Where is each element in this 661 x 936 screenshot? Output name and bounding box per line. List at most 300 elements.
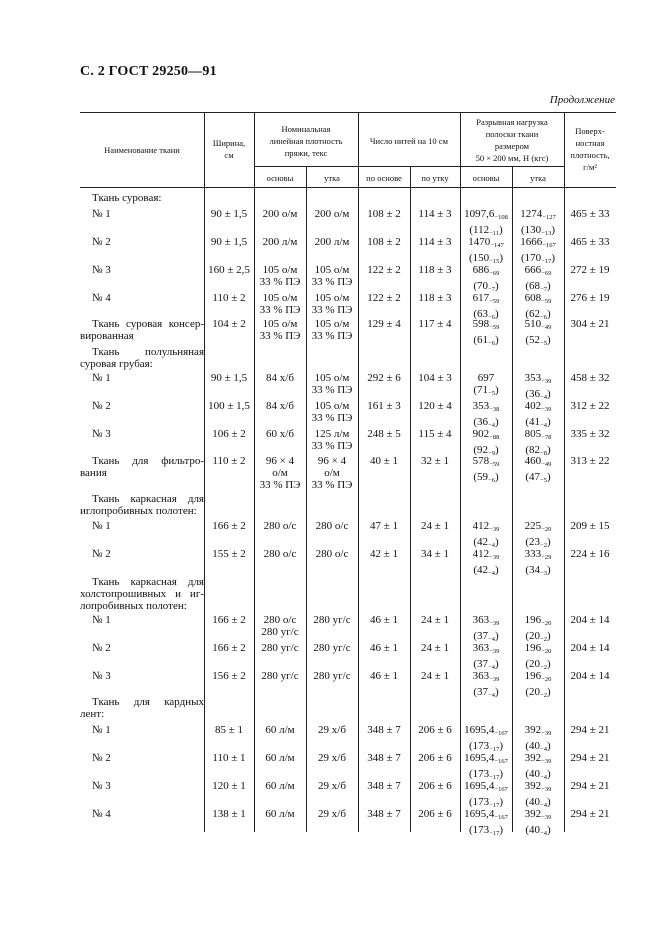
cell-density-weft	[306, 642, 358, 654]
cell-surface-density: 276 ± 19	[570, 292, 610, 304]
cell-width: 85 ± 1	[214, 724, 244, 736]
load-tolerance: −69	[541, 270, 552, 277]
load-kgf-close: )	[499, 824, 503, 836]
cell-threads-weft: 117 ± 4	[418, 318, 452, 330]
header-bottom-rule	[80, 187, 616, 188]
load-value	[460, 752, 512, 768]
load-kgf	[460, 334, 512, 350]
load-value	[512, 548, 564, 564]
cell-surface-density: 209 ± 15	[570, 520, 610, 532]
cell-density-weft	[306, 400, 358, 424]
load-kgf-close: )	[546, 388, 551, 400]
cell-width: 90 ± 1,5	[210, 236, 248, 248]
cell-density-weft	[306, 428, 358, 452]
cell-threads-weft: 206 ± 6	[418, 752, 452, 764]
load-kgf-tolerance: −4	[540, 422, 547, 429]
cell-line: 29 х/б	[318, 724, 346, 736]
cell-density-weft	[306, 548, 358, 560]
header-density	[254, 123, 358, 159]
cell-line: 33 % ПЭ	[311, 330, 353, 342]
load-main: 353	[524, 372, 542, 384]
cell-density-weft	[306, 318, 358, 342]
cell-surface-density: 458 ± 32	[570, 372, 610, 384]
load-main: 196	[524, 670, 542, 682]
load-kgf-main: (20	[525, 686, 541, 698]
cell-line: 280 уг/с	[313, 642, 351, 654]
load-kgf-tolerance: −4	[488, 636, 495, 643]
header-load	[460, 116, 564, 164]
cell-density-weft	[306, 808, 358, 820]
header-load-line: полоски ткани	[485, 129, 539, 139]
load-tolerance: −59	[541, 298, 552, 305]
load-kgf	[512, 471, 564, 487]
load-kgf-main: (37	[473, 630, 489, 642]
load-kgf-tolerance: −5	[540, 477, 547, 484]
load-kgf-tolerance: −17	[489, 802, 500, 809]
cell-line: 33 % ПЭ	[259, 479, 301, 491]
cell-surface-density: 294 ± 21	[570, 752, 610, 764]
load-main: 697	[477, 372, 495, 384]
row-name: № 3	[92, 780, 111, 792]
load-main: 460	[524, 455, 542, 467]
load-kgf-close: )	[546, 444, 551, 456]
load-value	[460, 455, 512, 471]
row-name: № 4	[92, 292, 111, 304]
header-surface-line: г/м²	[583, 162, 597, 172]
load-main: 1666	[520, 236, 543, 248]
cell-width: 155 ± 2	[212, 548, 246, 560]
load-kgf-close: )	[494, 384, 499, 396]
header-load-line: размером	[494, 141, 530, 151]
cell-density-warp	[254, 208, 306, 220]
subheader-weft: утка	[324, 173, 340, 183]
load-kgf-close: )	[494, 536, 499, 548]
subheader-by-weft: по утку	[421, 173, 449, 183]
cell-surface-density: 312 ± 22	[570, 400, 610, 412]
load-kgf-main: (40	[525, 768, 541, 780]
load-value	[460, 372, 512, 384]
load-kgf-close: )	[494, 658, 499, 670]
load-kgf-main: (59	[473, 471, 489, 483]
cell-width: 166 ± 2	[212, 642, 246, 654]
load-main: 412	[472, 548, 490, 560]
cell-width: 138 ± 1	[212, 808, 246, 820]
load-kgf-main: (70	[473, 280, 489, 292]
cell-threads-warp: 248 ± 5	[367, 428, 401, 440]
load-tolerance: −69	[489, 270, 500, 277]
load-value	[460, 614, 512, 630]
group-title-line: Ткань полульняная	[92, 346, 204, 358]
load-value	[512, 808, 564, 824]
load-value	[512, 642, 564, 658]
load-kgf-main: (37	[473, 658, 489, 670]
load-kgf-main: (173	[468, 768, 490, 780]
cell-line: 280 уг/с	[261, 642, 299, 654]
load-kgf-main: (42	[473, 564, 489, 576]
load-main: 363	[472, 642, 490, 654]
cell-density-warp	[254, 752, 306, 764]
load-kgf-main: (82	[525, 444, 541, 456]
load-kgf-close: )	[546, 280, 551, 292]
load-main: 902	[472, 428, 490, 440]
row-name: № 1	[92, 520, 111, 532]
load-kgf-tolerance: −4	[488, 570, 495, 577]
group-title-line: Ткань для фильтро-	[92, 455, 204, 467]
cell-density-weft	[306, 614, 358, 626]
cell-line: о/м	[324, 467, 340, 479]
load-value	[512, 208, 564, 224]
cell-line: 33 % ПЭ	[311, 412, 353, 424]
load-value	[460, 520, 512, 536]
header-load-line: 50 × 200 мм, Н (кгс)	[475, 153, 549, 163]
row-name: № 1	[92, 208, 111, 220]
cell-load-weft	[512, 808, 564, 840]
load-value	[512, 724, 564, 740]
cell-width: 104 ± 2	[212, 318, 246, 330]
subheader-load-weft: утка	[530, 173, 546, 183]
load-main: 598	[472, 318, 490, 330]
load-main: 1470	[468, 236, 491, 248]
load-value	[512, 264, 564, 280]
load-kgf-tolerance: −8	[540, 450, 547, 457]
load-kgf-main: (173	[468, 796, 490, 808]
cell-threads-weft: 115 ± 4	[418, 428, 452, 440]
row-name: № 3	[92, 428, 111, 440]
load-value	[512, 520, 564, 536]
header-density-line: линейная плотность	[269, 136, 343, 146]
cell-threads-warp: 46 ± 1	[369, 642, 399, 654]
load-tolerance: −147	[490, 242, 504, 249]
load-kgf-tolerance: −4	[488, 692, 495, 699]
load-kgf	[512, 564, 564, 580]
header-surface	[564, 125, 616, 173]
cell-surface-density: 224 ± 16	[570, 548, 610, 560]
load-kgf-main: (47	[525, 471, 541, 483]
group-title-line: холстопрошивных и иг-	[80, 588, 204, 600]
row-name: № 2	[92, 752, 111, 764]
header-surface-line: плотность,	[570, 150, 610, 160]
cell-line: 105 о/м	[314, 318, 350, 330]
load-main: 333	[524, 548, 542, 560]
cell-threads-warp: 348 ± 7	[367, 724, 401, 736]
cell-load-warp	[460, 455, 512, 487]
load-tolerance: −39	[541, 730, 552, 737]
cell-threads-weft: 206 ± 6	[418, 724, 452, 736]
load-value	[460, 318, 512, 334]
load-main: 353	[472, 400, 490, 412]
header-name: Наименование ткани	[104, 145, 180, 155]
load-kgf-main: (23	[525, 536, 541, 548]
cell-threads-warp: 108 ± 2	[367, 236, 401, 248]
cell-density-warp	[254, 428, 306, 440]
cell-line: 200 л/м	[314, 236, 350, 248]
table-top-rule	[80, 112, 616, 113]
load-kgf-close: )	[494, 686, 499, 698]
header-load-line: Разрывная нагрузка	[476, 117, 548, 127]
load-kgf-close: )	[494, 280, 499, 292]
cell-width: 90 ± 1,5	[210, 372, 248, 384]
load-tolerance: −59	[489, 324, 500, 331]
load-kgf-main: (130	[520, 224, 542, 236]
load-tolerance: −78	[541, 434, 552, 441]
load-kgf-tolerance: −11	[489, 230, 500, 237]
load-tolerance: −39	[489, 648, 500, 655]
row-name: № 3	[92, 264, 111, 276]
load-kgf-close: )	[551, 252, 555, 264]
load-tolerance: −167	[542, 242, 556, 249]
cell-surface-density: 313 ± 22	[570, 455, 610, 467]
load-tolerance: −39	[489, 526, 500, 533]
load-value	[512, 455, 564, 471]
load-kgf-close: )	[546, 824, 551, 836]
group-title-line: Ткань каркасная для	[92, 493, 204, 505]
load-kgf-close: )	[546, 740, 551, 752]
group-title	[80, 318, 204, 342]
load-kgf-close: )	[494, 564, 499, 576]
load-value	[460, 292, 512, 308]
cell-threads-weft: 24 ± 1	[420, 520, 450, 532]
load-main: 196	[524, 614, 542, 626]
load-kgf-main: (112	[469, 224, 490, 236]
load-kgf-tolerance: −6	[488, 314, 495, 321]
load-tolerance: −49	[541, 324, 552, 331]
cell-width: 166 ± 2	[212, 520, 246, 532]
load-kgf-main: (170	[520, 252, 542, 264]
load-kgf-close: )	[494, 334, 499, 346]
load-kgf-close: )	[546, 658, 551, 670]
load-tolerance: −39	[489, 554, 500, 561]
cell-threads-weft: 114 ± 3	[418, 236, 452, 248]
cell-density-warp	[254, 264, 306, 288]
cell-line: 280 уг/с	[261, 670, 299, 682]
load-kgf-close: )	[546, 471, 551, 483]
load-kgf-main: (41	[525, 416, 541, 428]
cell-width: 120 ± 1	[212, 780, 246, 792]
cell-threads-warp: 292 ± 6	[367, 372, 401, 384]
cell-surface-density: 304 ± 21	[570, 318, 610, 330]
group-title-line: Ткань для кардных	[92, 696, 204, 708]
cell-density-warp	[254, 642, 306, 654]
cell-density-weft	[306, 372, 358, 396]
cell-threads-warp: 46 ± 1	[369, 670, 399, 682]
cell-width: 106 ± 2	[212, 428, 246, 440]
load-tolerance: −39	[541, 406, 552, 413]
load-tolerance: −38	[489, 406, 500, 413]
load-kgf-close: )	[546, 536, 551, 548]
load-tolerance: −39	[541, 814, 552, 821]
load-kgf-tolerance: −4	[488, 542, 495, 549]
subheader-rule	[254, 166, 564, 167]
load-kgf-close: )	[499, 252, 503, 264]
header-surface-line: ностная	[575, 138, 605, 148]
load-value	[460, 808, 512, 824]
cell-line: 33 % ПЭ	[311, 440, 353, 452]
cell-threads-weft: 24 ± 1	[420, 614, 450, 626]
load-kgf-main: (36	[473, 416, 489, 428]
cell-surface-density: 272 ± 19	[570, 264, 610, 276]
cell-density-weft	[306, 208, 358, 220]
load-kgf-close: )	[546, 796, 551, 808]
row-name: № 2	[92, 236, 111, 248]
load-value	[512, 752, 564, 768]
cell-threads-warp: 108 ± 2	[367, 208, 401, 220]
cell-density-weft	[306, 292, 358, 316]
cell-line: 200 о/м	[262, 208, 298, 220]
cell-density-weft	[306, 752, 358, 764]
load-value	[512, 780, 564, 796]
cell-width: 110 ± 1	[212, 752, 246, 764]
cell-threads-weft: 120 ± 4	[418, 400, 452, 412]
load-main: 392	[524, 724, 542, 736]
load-kgf-tolerance: −4	[540, 746, 547, 753]
group-title-line: лопробивных полотен:	[80, 600, 187, 612]
cell-density-warp	[254, 780, 306, 792]
group-title	[80, 576, 204, 612]
cell-line: 29 х/б	[318, 752, 346, 764]
row-name: № 3	[92, 670, 111, 682]
cell-threads-warp: 47 ± 1	[369, 520, 399, 532]
load-kgf-main: (20	[525, 658, 541, 670]
cell-line: 33 % ПЭ	[311, 384, 353, 396]
cell-threads-warp: 40 ± 1	[369, 455, 399, 467]
load-kgf	[460, 564, 512, 580]
cell-width: 166 ± 2	[212, 614, 246, 626]
load-tolerance: −39	[489, 620, 500, 627]
load-kgf-main: (40	[525, 824, 541, 836]
cell-width: 156 ± 2	[212, 670, 246, 682]
load-value	[460, 428, 512, 444]
cell-surface-density: 294 ± 21	[570, 808, 610, 820]
cell-density-warp	[254, 670, 306, 682]
load-kgf-tolerance: −2	[540, 664, 547, 671]
load-tolerance: −127	[542, 214, 556, 221]
load-kgf-tolerance: −4	[540, 394, 547, 401]
cell-load-warp	[460, 548, 512, 580]
cell-line: 60 л/м	[265, 752, 295, 764]
load-kgf-tolerance: −6	[540, 314, 547, 321]
load-value	[512, 318, 564, 334]
load-kgf-main: (20	[525, 630, 541, 642]
header-width-line: Ширина,	[212, 138, 246, 148]
load-value	[460, 400, 512, 416]
cell-line: 84 х/б	[266, 400, 294, 412]
cell-threads-weft: 206 ± 6	[418, 808, 452, 820]
load-main: 1695,4	[464, 752, 495, 764]
load-tolerance: −20	[541, 648, 552, 655]
row-name: № 1	[92, 724, 111, 736]
group-title-line: иглопробивных полотен:	[80, 505, 197, 517]
cell-load-weft	[512, 670, 564, 702]
cell-threads-warp: 348 ± 7	[367, 780, 401, 792]
subheader-by-warp: по основе	[366, 173, 402, 183]
cell-line: 105 о/м	[262, 318, 298, 330]
cell-surface-density: 465 ± 33	[570, 236, 610, 248]
load-tolerance: −29	[541, 554, 552, 561]
cell-threads-warp: 42 ± 1	[369, 548, 399, 560]
load-value	[512, 428, 564, 444]
load-kgf-tolerance: −5	[488, 390, 495, 397]
load-kgf-main: (92	[473, 444, 489, 456]
row-name: № 2	[92, 642, 111, 654]
cell-line: 280 о/с	[263, 548, 297, 560]
cell-line: 105 о/м	[314, 292, 350, 304]
cell-density-warp	[254, 548, 306, 560]
load-kgf-close: )	[499, 224, 503, 236]
cell-line: 60 л/м	[265, 808, 295, 820]
cell-threads-weft: 34 ± 1	[420, 548, 450, 560]
load-tolerance: −39	[541, 758, 552, 765]
cell-load-weft	[512, 318, 564, 350]
load-kgf-tolerance: −13	[541, 230, 552, 237]
load-main: 196	[524, 642, 542, 654]
load-tolerance: −108	[494, 214, 508, 221]
cell-threads-warp: 129 ± 4	[367, 318, 401, 330]
cell-line: 33 % ПЭ	[311, 304, 353, 316]
load-kgf-tolerance: −2	[540, 542, 547, 549]
cell-surface-density: 294 ± 21	[570, 724, 610, 736]
load-tolerance: −167	[494, 786, 508, 793]
header-width	[204, 137, 254, 161]
cell-line: 60 х/б	[266, 428, 294, 440]
load-kgf-main: (34	[525, 564, 541, 576]
load-kgf-close: )	[499, 768, 503, 780]
group-title-line: лент:	[80, 708, 105, 720]
load-main: 608	[524, 292, 542, 304]
load-main: 1695,4	[464, 724, 495, 736]
load-kgf-tolerance: −9	[488, 450, 495, 457]
load-kgf-close: )	[546, 416, 551, 428]
cell-threads-warp: 348 ± 7	[367, 752, 401, 764]
cell-threads-warp: 122 ± 2	[367, 292, 401, 304]
cell-surface-density: 465 ± 33	[570, 208, 610, 220]
load-kgf-close: )	[546, 564, 551, 576]
load-kgf-close: )	[494, 308, 499, 320]
load-value	[460, 642, 512, 658]
load-value	[512, 292, 564, 308]
load-tolerance: −39	[541, 786, 552, 793]
load-kgf-close: )	[499, 740, 503, 752]
load-main: 1097,6	[464, 208, 495, 220]
load-main: 412	[472, 520, 490, 532]
load-kgf-main: (61	[473, 334, 489, 346]
load-tolerance: −39	[489, 676, 500, 683]
load-tolerance: −167	[494, 758, 508, 765]
cell-line: 33 % ПЭ	[259, 304, 301, 316]
cell-line: 200 л/м	[262, 236, 298, 248]
cell-line: 105 о/м	[314, 400, 350, 412]
load-kgf-close: )	[546, 334, 551, 346]
cell-density-weft	[306, 236, 358, 248]
load-kgf-close: )	[499, 796, 503, 808]
load-main: 686	[472, 264, 490, 276]
load-kgf-main: (40	[525, 740, 541, 752]
load-value	[460, 236, 512, 252]
load-tolerance: −49	[541, 461, 552, 468]
cell-surface-density: 294 ± 21	[570, 780, 610, 792]
cell-load-weft	[512, 455, 564, 487]
cell-threads-weft: 32 ± 1	[420, 455, 450, 467]
cell-load-warp	[460, 372, 512, 400]
load-kgf-main: (68	[525, 280, 541, 292]
load-value	[460, 724, 512, 740]
cell-line: 105 о/м	[314, 264, 350, 276]
load-value	[460, 780, 512, 796]
load-kgf-main: (173	[468, 824, 490, 836]
cell-density-weft	[306, 520, 358, 532]
load-main: 402	[524, 400, 542, 412]
load-tolerance: −88	[489, 434, 500, 441]
cell-density-warp	[254, 808, 306, 820]
